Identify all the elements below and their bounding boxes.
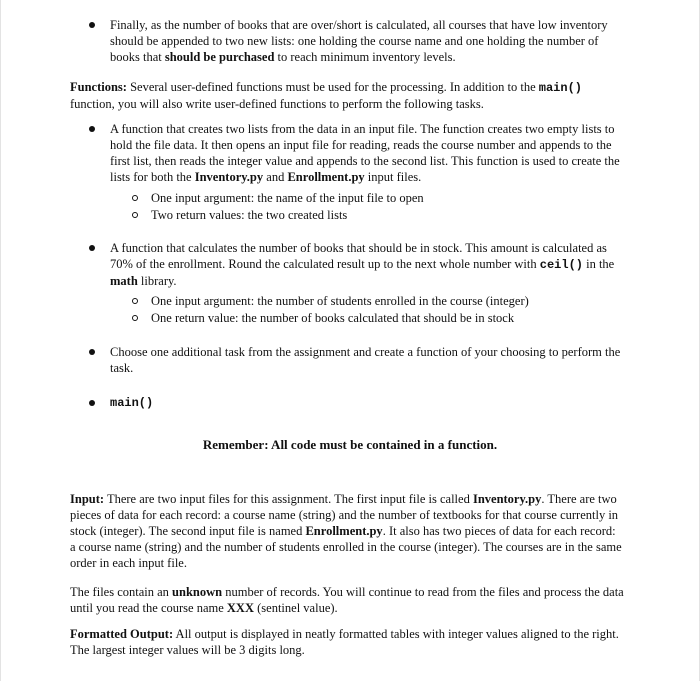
sub-bullet-marker	[132, 195, 138, 201]
sub-bullet-marker	[132, 298, 138, 304]
files-paragraph: The files contain an unknown number of records. You will continue to read from the files and process the data until you read the course name XXX (sentinel value).	[70, 585, 624, 615]
bullet-marker	[89, 126, 95, 132]
bullet-marker	[89, 245, 95, 251]
sub-item: One input argument: the number of students enrolled in the course (integer)	[151, 294, 529, 308]
bullet-marker	[89, 22, 95, 28]
list-item-create-lists: A function that creates two lists from the data in an input file. The function creates two empty lists to hold the file data. It then opens an input file for reading, reads the course number and appends to the first list, then reads the integer value and appends to the second list. This function is used to create the lists for both the Inventory.py and Enrollment.py input files.	[110, 122, 620, 184]
remember-note: Remember: All code must be contained in a function.	[202, 437, 498, 452]
input-paragraph: Input: There are two input files for this assignment. The first input file is called Inventory.py. There are two pieces of data for each record: a course name (string) and the number of textbooks for that course currently in stock (integer). The second input file is named Enrollment.py. It also has two pieces of data for each record: a course name (string) and the number of students enrolled in the course (integer). The courses are in the same order in each input file.	[70, 492, 622, 570]
list-item-main: main()	[110, 396, 154, 410]
formatted-output-paragraph: Formatted Output: All output is displayed in neatly formatted tables with integer values aligned to the right. The largest integer values will be 3 digits long.	[70, 627, 619, 657]
bullet-marker	[89, 400, 95, 406]
sub-bullet-marker	[132, 315, 138, 321]
bullet-marker	[89, 349, 95, 355]
list-item-additional-task: Choose one additional task from the assignment and create a function of your choosing to perform the task.	[110, 345, 621, 375]
functions-paragraph: Functions: Several user-defined functions must be used for the processing. In addition to the main() function, you will also write user-defined functions to perform the following tasks.	[70, 80, 582, 111]
sub-item: One return value: the number of books calculated that should be in stock	[151, 311, 515, 325]
list-item-calc-books: A function that calculates the number of books that should be in stock. This amount is calculated as 70% of the enrollment. Round the calculated result up to the next whole number with ceil() in the math library.	[110, 241, 615, 288]
intro-bullet-text: Finally, as the number of books that are over/short is calculated, all courses that have low inventory should be appended to two new lists: one holding the course name and one holding the number of books that should be purchased to reach minimum inventory levels.	[110, 18, 608, 64]
sub-bullet-marker	[132, 212, 138, 218]
sub-item: One input argument: the name of the input file to open	[151, 191, 424, 205]
sub-item: Two return values: the two created lists	[151, 208, 348, 222]
page-border-left	[0, 0, 1, 681]
